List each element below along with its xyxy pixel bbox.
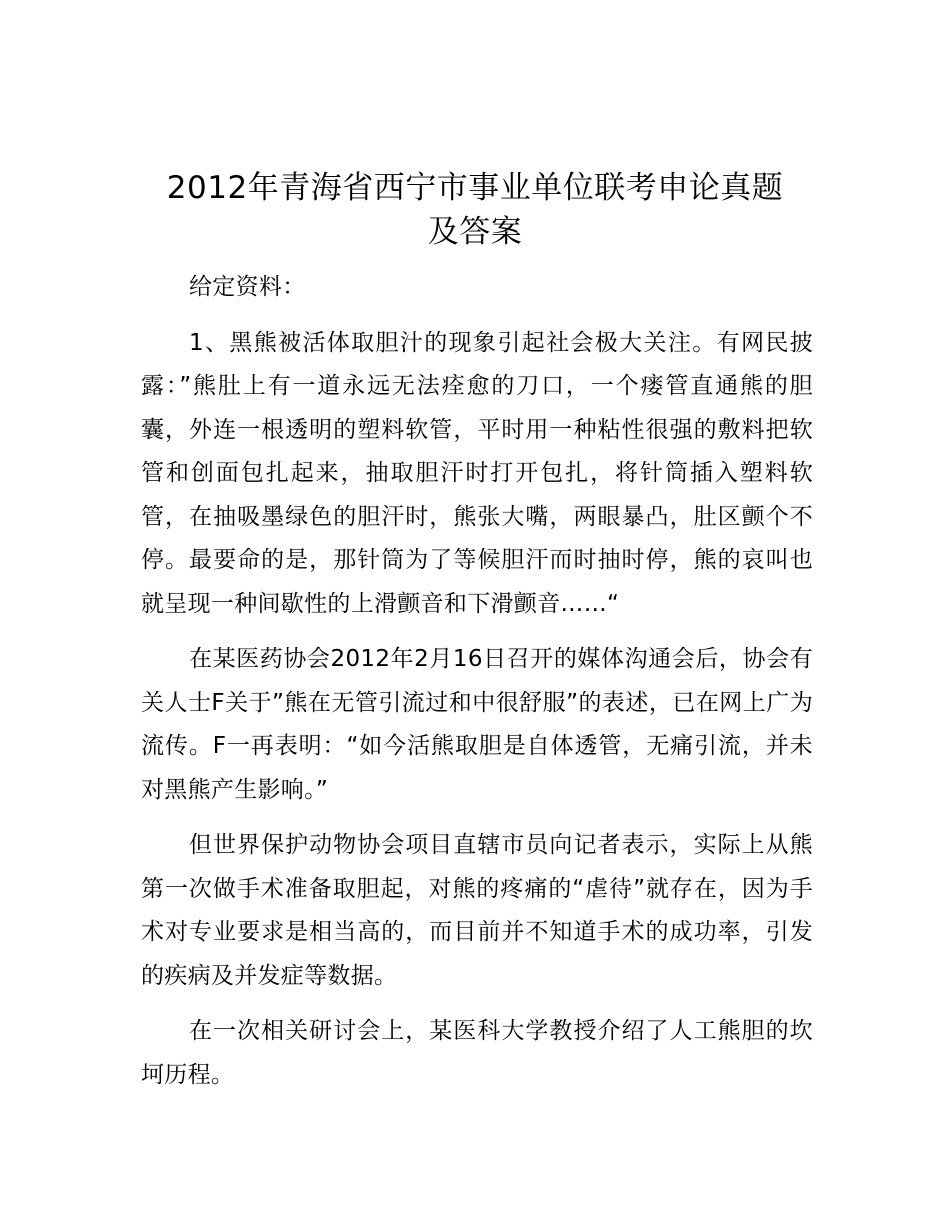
document-body (141, 266, 813, 1109)
document-title (140, 166, 810, 254)
paragraph-3: 但世界保护动物协会项目直辖市员向记者表示，实际上从熊第一次做手术准备取胆起，对熊的疼痛的“虐待”就存在，因为手术对专业要求是相当高的，而目前并不知道手术的成功率，引发的疾病及并发症等数据。 (141, 832, 813, 989)
paragraph-2: 在某医药协会2012年2月16日召开的媒体沟通会后，协会有关人士F关于”熊在无管引流过和中很舒服”的表述，已在网上广为流传。F一再表明：“如今活熊取胆是自体透管，无痛引流，并未对黑熊产生影响。” (141, 646, 813, 803)
title-line-2: 及答案 (427, 214, 523, 250)
paragraph-4: 在一次相关研讨会上，某医科大学教授介绍了人工熊胆的坎坷历程。 (141, 1018, 813, 1088)
paragraph-materials-heading: 给定资料： (189, 274, 306, 300)
title-line-1: 2012年青海省西宁市事业单位联考申论真题 (166, 170, 784, 206)
paragraph-1: 1、黑熊被活体取胆汁的现象引起社会极大关注。有网民披露：”熊肚上有一道永远无法痊愈的刀口，一个瘘管直通熊的胆囊，外连一根透明的塑料软管，平时用一种粘性很强的敷料把软管和创面包扎起来，抽取胆汗时打开包扎，将针筒插入塑料软管，在抽吸墨绿色的胆汗时，熊张大嘴，两眼暴凸，肚区颤个不停。最要命的是，那针筒为了等候胆汗而时抽时停，熊的哀叫也就呈现一种间歇性的上滑颤音和下滑颤音……“ (141, 329, 813, 617)
